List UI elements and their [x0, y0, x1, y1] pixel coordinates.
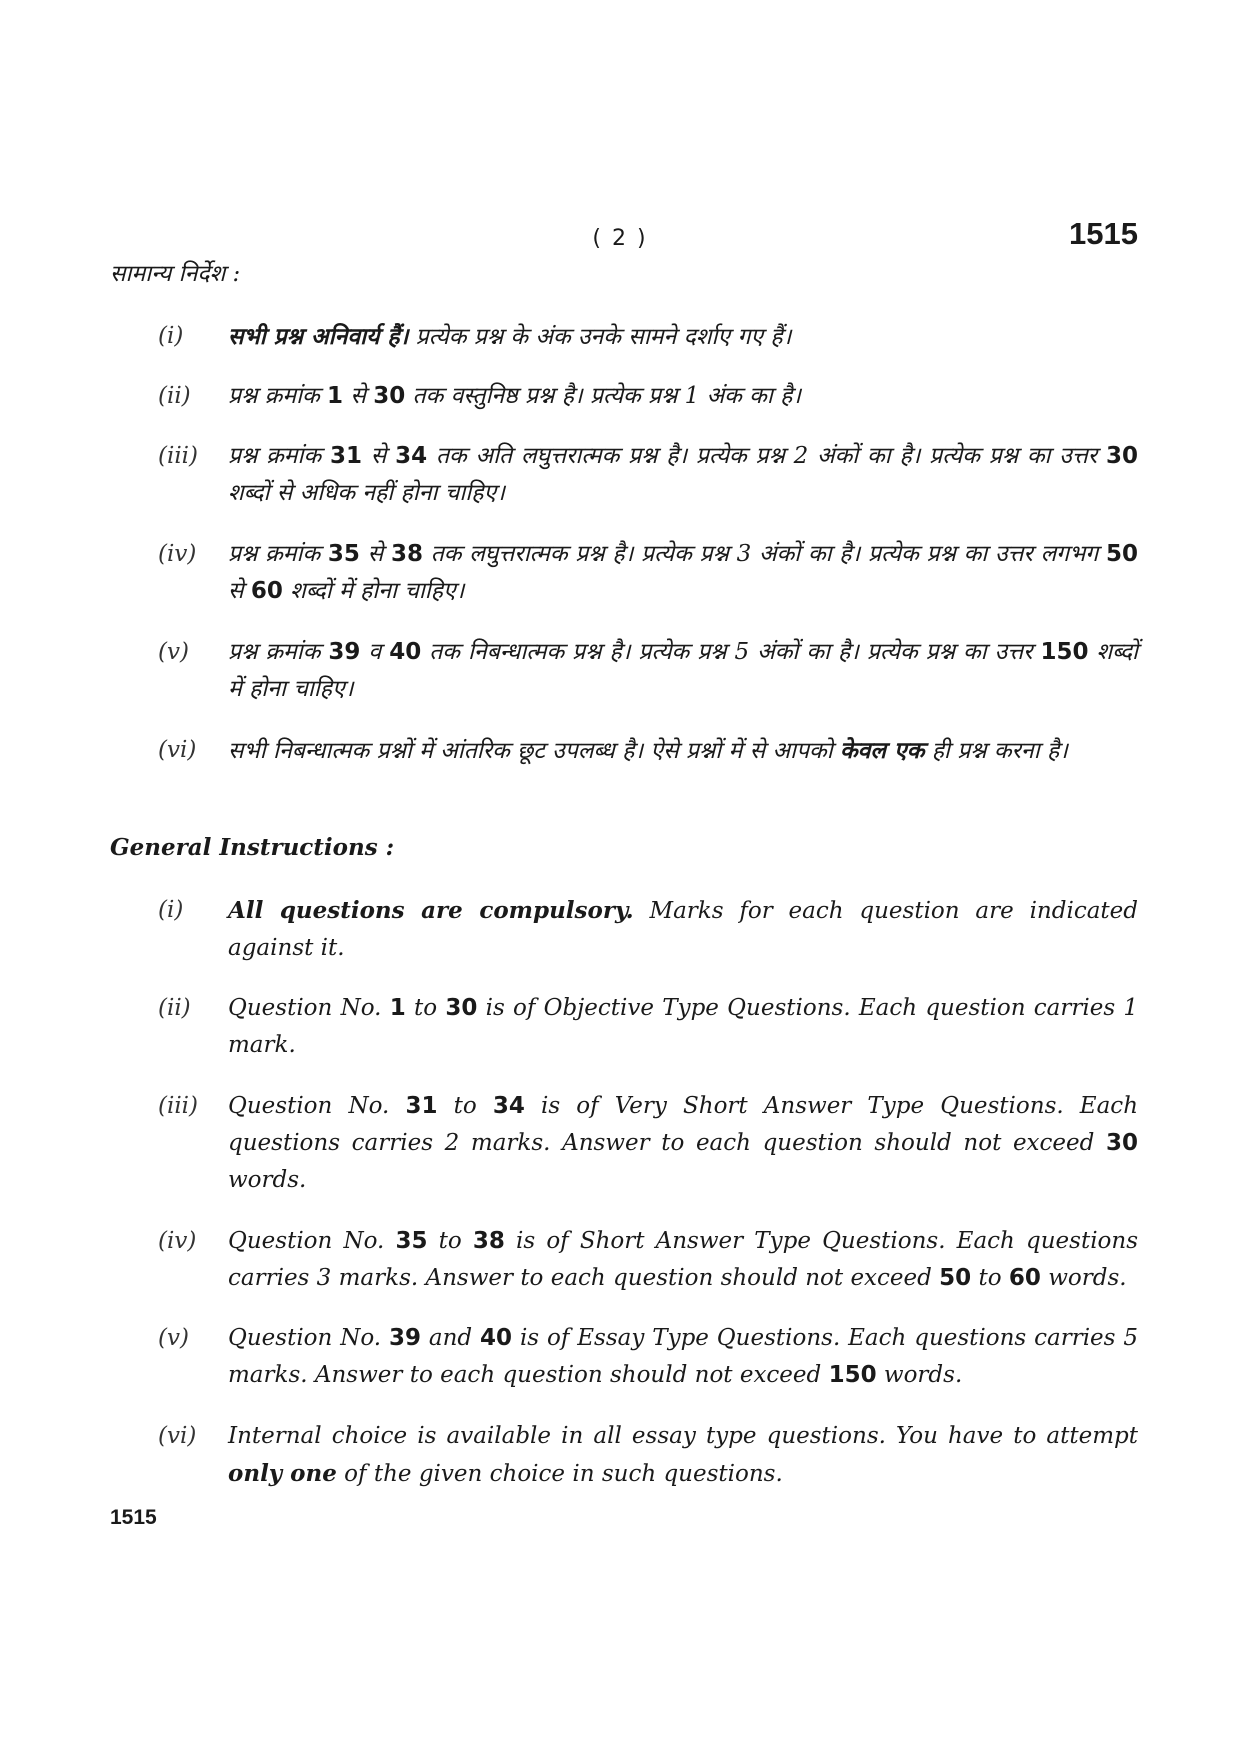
item-text: प्रश्न क्रमांक 35 से 38 तक लघुत्तरात्मक प्रश्न है। प्रत्येक प्रश्न 3 अंकों का है। प्रत्येक प्रश्न का उत्तर लगभग 50 से 60 शब्दों में होना चाहिए। — [228, 541, 1139, 604]
hindi-instruction-item — [158, 536, 1138, 610]
item-text: Question No. 35 to 38 is of Short Answer Type Questions. Each questions carries 3 marks. Answer to each question should not exceed 50 to 60 words. — [228, 1228, 1139, 1291]
item-text: Question No. 39 and 40 is of Essay Type Questions. Each questions carries 5 marks. Answer to each question should not exceed 150 words. — [228, 1325, 1138, 1388]
item-text: प्रश्न क्रमांक 31 से 34 तक अति लघुत्तरात्मक प्रश्न है। प्रत्येक प्रश्न 2 अंकों का है। प्रत्येक प्रश्न का उत्तर 30 शब्दों से अधिक नहीं होना चाहिए। — [228, 443, 1138, 506]
hindi-instruction-item — [158, 318, 1138, 356]
item-text: Question No. 31 to 34 is of Very Short Answer Type Questions. Each questions carries 2 marks. Answer to each question should not exceed 30 words. — [228, 1093, 1139, 1193]
hindi-instruction-item — [158, 732, 1138, 770]
item-number: (vi) — [158, 1423, 197, 1449]
item-number: (iii) — [158, 1093, 199, 1119]
english-instruction-item — [158, 892, 1138, 967]
english-instruction-item — [158, 1223, 1138, 1297]
item-number: (ii) — [158, 995, 191, 1021]
item-number: (v) — [158, 1325, 189, 1351]
english-instruction-item — [158, 1088, 1138, 1199]
paper-code-header: 1515 — [1069, 216, 1138, 251]
english-instruction-item — [158, 1320, 1138, 1394]
hindi-instruction-item — [158, 438, 1138, 512]
hindi-instruction-item — [158, 378, 1138, 415]
english-instructions-heading: General Instructions : — [110, 834, 395, 861]
item-text: All questions are compulsory. Marks for each question are indicated against it. — [228, 897, 1138, 961]
item-number: (ii) — [158, 383, 191, 409]
hindi-instruction-item — [158, 634, 1138, 708]
paper-code-footer: 1515 — [110, 1506, 157, 1529]
item-text: प्रश्न क्रमांक 39 व 40 तक निबन्धात्मक प्रश्न है। प्रत्येक प्रश्न 5 अंकों का है। प्रत्येक प्रश्न का उत्तर 150 शब्दों में होना चाहिए। — [228, 639, 1138, 702]
item-text: प्रश्न क्रमांक 1 से 30 तक वस्तुनिष्ठ प्रश्न है। प्रत्येक प्रश्न 1 अंक का है। — [228, 383, 802, 409]
item-text: सभी प्रश्न अनिवार्य हैं। प्रत्येक प्रश्न के अंक उनके सामने दर्शाए गए हैं। — [228, 323, 792, 350]
item-number: (i) — [158, 323, 184, 349]
item-text: Question No. 1 to 30 is of Objective Type Questions. Each question carries 1 mark. — [228, 995, 1139, 1058]
item-text: सभी निबन्धात्मक प्रश्नों में आंतरिक छूट उपलब्ध है। ऐसे प्रश्नों में से आपको केवल एक ही प्रश्न करना है। — [228, 737, 1068, 764]
item-number: (i) — [158, 897, 184, 923]
hindi-instructions-heading: सामान्य निर्देश : — [110, 261, 241, 287]
item-text: Internal choice is available in all essay type questions. You have to attempt only one of the given choice in such questions. — [228, 1423, 1138, 1487]
english-instruction-item — [158, 1418, 1138, 1493]
item-number: (iii) — [158, 443, 199, 469]
english-instruction-item — [158, 990, 1138, 1064]
item-number: (iv) — [158, 1228, 197, 1254]
item-number: (vi) — [158, 737, 197, 763]
item-number: (v) — [158, 639, 189, 665]
page-number: ( 2 ) — [592, 226, 648, 251]
item-number: (iv) — [158, 541, 197, 567]
